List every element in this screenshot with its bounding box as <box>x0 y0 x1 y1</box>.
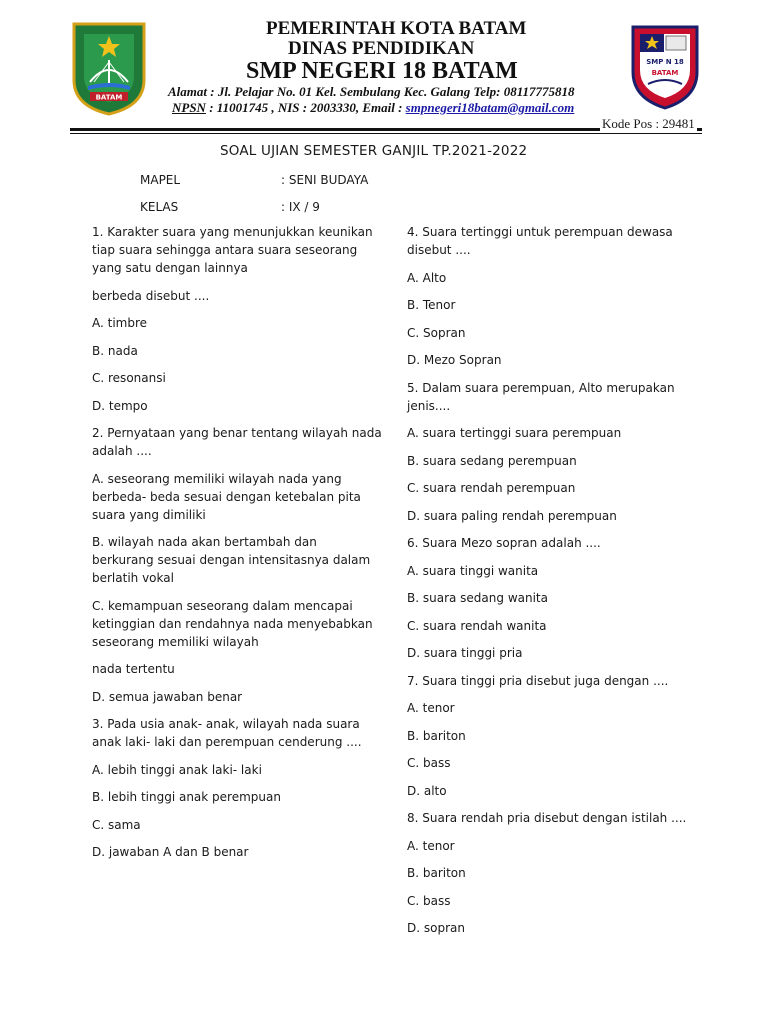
question-text: 4. Suara tertinggi untuk perempuan dewasa disebut .... <box>407 225 673 257</box>
answer-option: D. semua jawaban benar <box>92 689 243 704</box>
answer-option: D. jawaban A dan B benar <box>92 845 249 859</box>
questions-right-column <box>407 223 697 947</box>
email-link[interactable]: smpnegeri18batam@gmail.com <box>405 100 575 115</box>
question-text-continued: berbeda disebut .... <box>92 288 210 303</box>
npsn-details: : 11001745 , NIS : 2003330, Email : <box>205 100 406 115</box>
answer-option: C. bass <box>407 756 451 770</box>
postal-code: Kode Pos : 29481 <box>602 116 695 131</box>
answer-option: B. bariton <box>407 866 466 880</box>
answer-option: C. sama <box>92 817 141 832</box>
question-block <box>407 672 697 800</box>
question-text: 2. Pernyataan yang benar tentang wilayah nada adalah .... <box>92 426 382 458</box>
answer-option: C. suara rendah perempuan <box>407 481 576 495</box>
letterhead-rule-thin <box>70 133 702 134</box>
class-label: KELAS <box>140 200 179 214</box>
question-block <box>407 379 697 525</box>
answer-option: B. bariton <box>407 728 466 743</box>
letterhead-school-name: SMP NEGERI 18 BATAM <box>246 58 518 84</box>
answer-option: B. Tenor <box>407 298 456 312</box>
batam-logo-text: BATAM <box>95 93 123 102</box>
answer-option: nada tertentu <box>92 662 175 676</box>
exam-title: SOAL UJIAN SEMESTER GANJIL TP.2021-2022 <box>220 143 528 159</box>
question-text: 1. Karakter suara yang menunjukkan keunikan tiap suara sehingga antara suara seseorang yang satu dengan lainnya <box>92 225 373 275</box>
answer-option: D. suara paling rendah perempuan <box>407 508 617 523</box>
answer-option: B. lebih tinggi anak perempuan <box>92 790 281 804</box>
subject-value: : SENI BUDAYA <box>281 173 369 187</box>
answer-option: A. Alto <box>407 270 447 285</box>
answer-option: A. tenor <box>407 701 455 715</box>
question-block <box>407 809 697 937</box>
answer-option: D. suara tinggi pria <box>407 646 523 660</box>
answer-option: C. bass <box>407 893 451 908</box>
subject-label: MAPEL <box>140 173 181 187</box>
answer-option: D. tempo <box>92 398 148 413</box>
questions-left-column <box>92 223 382 871</box>
answer-option: B. suara sedang perempuan <box>407 453 577 468</box>
npsn-label: NPSN <box>172 100 206 115</box>
answer-option: A. suara tinggi wanita <box>407 563 539 578</box>
answer-option: B. nada <box>92 343 138 358</box>
question-block <box>407 534 697 662</box>
letterhead-npsn-line <box>172 100 574 116</box>
answer-option: C. kemampuan seseorang dalam mencapai ketinggian dan rendahnya nada menyebabkan seseorang memiliki wilayah <box>92 598 373 649</box>
answer-option: D. alto <box>407 783 447 798</box>
letterhead-government: PEMERINTAH KOTA BATAM <box>266 18 527 39</box>
answer-option: B. wilayah nada akan bertambah dan berkurang sesuai dengan intensitasnya dalam berlatih vokal <box>92 535 371 585</box>
question-text: 8. Suara rendah pria disebut dengan istilah .... <box>407 811 687 825</box>
answer-option: D. sopran <box>407 921 465 935</box>
question-text: 6. Suara Mezo sopran adalah .... <box>407 536 601 550</box>
school-logo <box>630 24 700 110</box>
question-block <box>92 223 382 415</box>
letterhead-address: Alamat : Jl. Pelajar No. 01 Kel. Sembulang Kec. Galang Telp: 08117775818 <box>168 84 575 99</box>
answer-option: D. Mezo Sopran <box>407 353 502 367</box>
letterhead-department: DINAS PENDIDIKAN <box>288 38 475 59</box>
answer-option: A. seseorang memiliki wilayah nada yang berbeda- beda sesuai dengan ketebalan pita suara yang dimiliki <box>92 471 361 522</box>
answer-option: C. resonansi <box>92 371 166 385</box>
question-block <box>407 223 697 369</box>
school-logo-text-2: BATAM <box>651 69 679 77</box>
question-block <box>92 715 382 861</box>
batam-city-logo <box>70 20 148 116</box>
question-text: 3. Pada usia anak- anak, wilayah nada suara anak laki- laki dan perempuan cenderung .... <box>92 717 362 749</box>
answer-option: A. tenor <box>407 838 455 853</box>
question-block <box>92 424 382 706</box>
answer-option: C. Sopran <box>407 325 466 340</box>
answer-option: B. suara sedang wanita <box>407 591 548 605</box>
answer-option: A. suara tertinggi suara perempuan <box>407 426 622 440</box>
question-text: 5. Dalam suara perempuan, Alto merupakan jenis.... <box>407 380 675 413</box>
school-logo-text: SMP N 18 <box>646 58 684 66</box>
answer-option: C. suara rendah wanita <box>407 618 547 633</box>
class-value: : IX / 9 <box>281 200 320 214</box>
answer-option: A. lebih tinggi anak laki- laki <box>92 762 262 777</box>
answer-option: A. timbre <box>92 316 148 330</box>
question-text: 7. Suara tinggi pria disebut juga dengan .... <box>407 673 669 688</box>
